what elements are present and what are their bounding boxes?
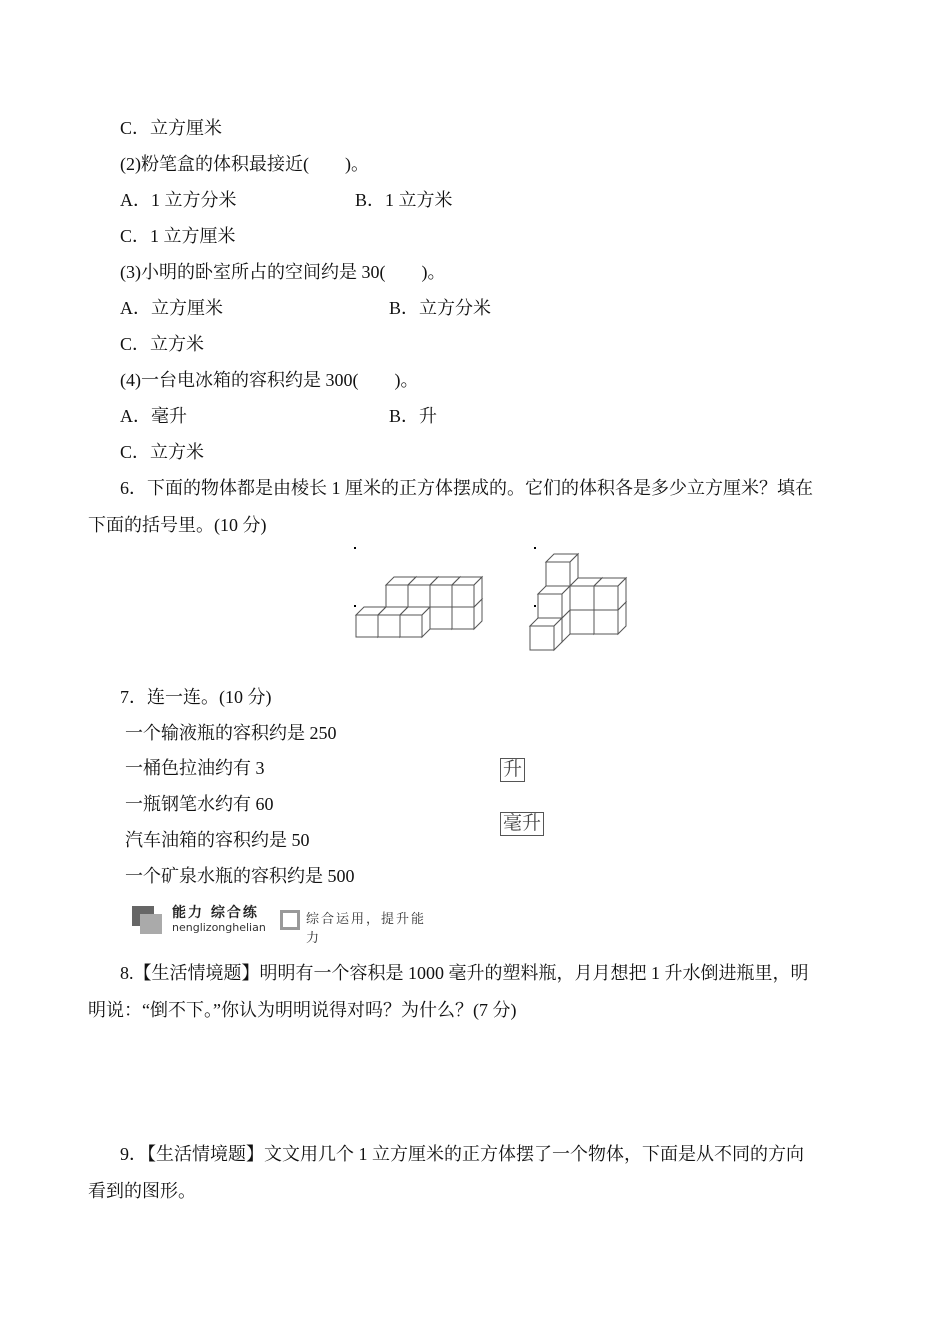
cube bbox=[400, 607, 430, 637]
question-6: 6．下面的物体都是由棱长 1 厘米的正方体摆成的。它们的体积各是多少立方厘米？填在 bbox=[120, 478, 813, 498]
question-8-cont: 明说：“倒不下。”你认为明明说得对吗？为什么？(7 分) bbox=[88, 1000, 517, 1020]
banner-logo-icon bbox=[140, 914, 162, 934]
unit-box-milliliter[interactable]: 毫升 bbox=[500, 812, 544, 836]
banner-subtitle: 综合运用，提升能力 bbox=[306, 912, 427, 946]
cube-figure-1 bbox=[340, 540, 500, 660]
match-item: 一桶色拉油约有 3 bbox=[125, 758, 265, 778]
option-c: C．立方厘米 bbox=[120, 118, 223, 138]
cube bbox=[538, 586, 570, 618]
banner-square-icon bbox=[280, 910, 300, 930]
match-item: 汽车油箱的容积约是 50 bbox=[125, 830, 310, 850]
option-b: B．1 立方米 bbox=[355, 190, 453, 210]
question-9-cont: 看到的图形。 bbox=[88, 1181, 196, 1201]
cube-figure-2 bbox=[520, 540, 650, 660]
option-c: C．立方米 bbox=[120, 334, 205, 354]
anchor-dot bbox=[534, 547, 536, 549]
anchor-dot bbox=[354, 605, 356, 607]
option-b: B．升 bbox=[389, 406, 438, 426]
cube bbox=[594, 578, 626, 610]
cube bbox=[452, 577, 482, 607]
option-a: A．毫升 bbox=[120, 406, 187, 426]
question-7: 7．连一连。(10 分) bbox=[120, 687, 272, 707]
match-item: 一瓶钢笔水约有 60 bbox=[125, 794, 274, 814]
question-6-cont: 下面的括号里。(10 分) bbox=[88, 515, 267, 535]
question-5-2: (2)粉笔盒的体积最接近( )。 bbox=[120, 154, 369, 174]
cube bbox=[546, 554, 578, 586]
anchor-dot bbox=[534, 605, 536, 607]
option-a: A．立方厘米 bbox=[120, 298, 223, 318]
section-banner bbox=[128, 898, 438, 946]
question-8: 8.【生活情境题】明明有一个容积是 1000 毫升的塑料瓶，月月想把 1 升水倒进瓶里，明 bbox=[120, 963, 809, 983]
option-c: C．1 立方厘米 bbox=[120, 226, 236, 246]
banner-title: 能力 综合练 bbox=[172, 905, 259, 921]
banner-pinyin: nenglizonghelian bbox=[172, 921, 266, 934]
match-item: 一个输液瓶的容积约是 250 bbox=[125, 723, 337, 743]
anchor-dot bbox=[354, 547, 356, 549]
option-c: C．立方米 bbox=[120, 442, 205, 462]
cube bbox=[530, 618, 562, 650]
match-item: 一个矿泉水瓶的容积约是 500 bbox=[125, 866, 355, 886]
question-5-3: (3)小明的卧室所占的空间约是 30( )。 bbox=[120, 262, 446, 282]
unit-box-liter[interactable]: 升 bbox=[500, 758, 525, 782]
question-5-4: (4)一台电冰箱的容积约是 300( )。 bbox=[120, 370, 419, 390]
question-9: 9．【生活情境题】文文用几个 1 立方厘米的正方体摆了一个物体，下面是从不同的方向 bbox=[120, 1144, 804, 1164]
option-a: A．1 立方分米 bbox=[120, 190, 237, 210]
option-b: B．立方分米 bbox=[389, 298, 492, 318]
